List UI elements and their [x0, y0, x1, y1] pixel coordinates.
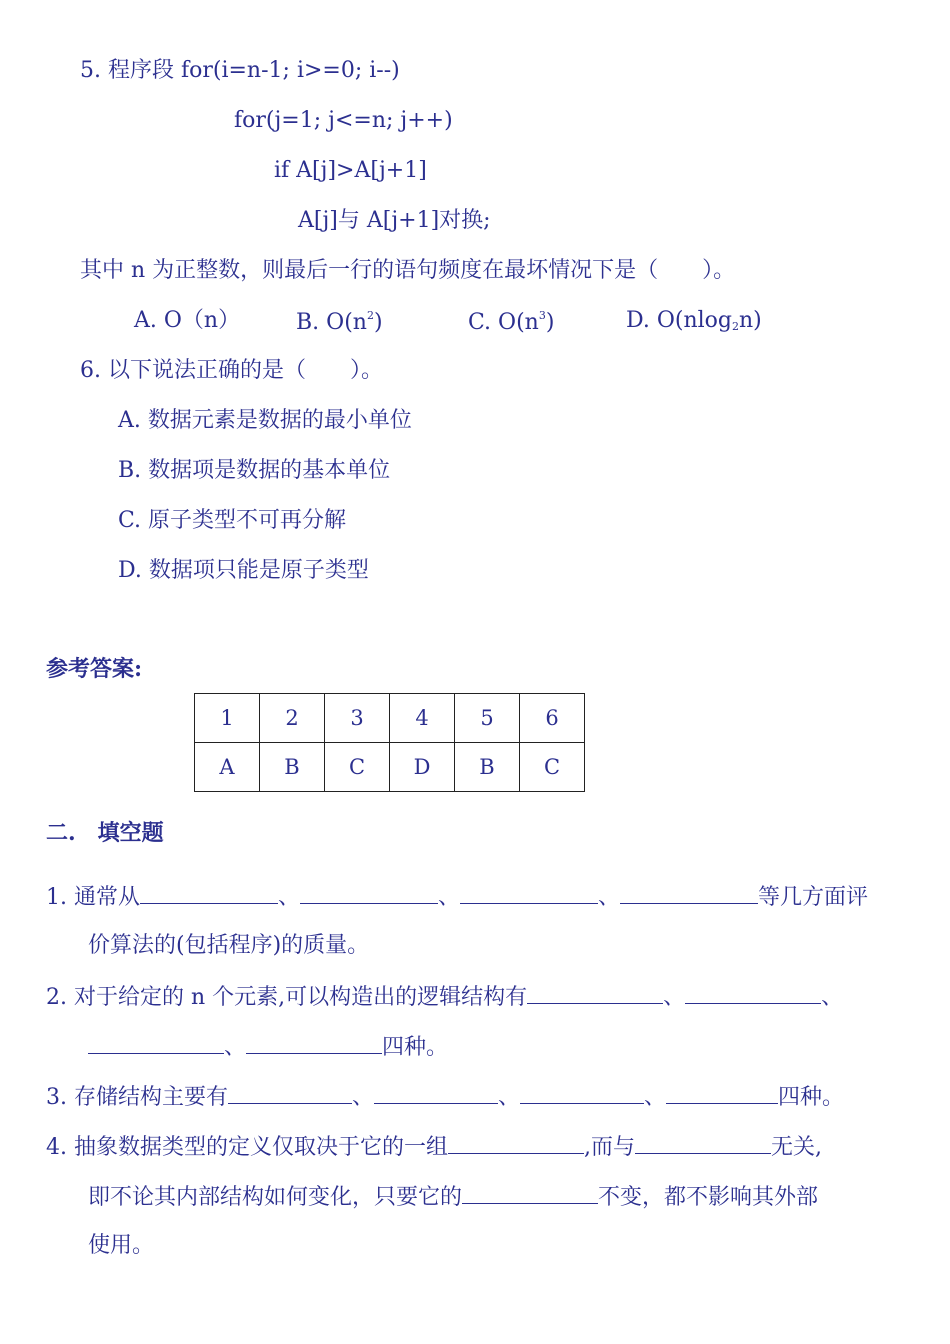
blank-line: [140, 885, 278, 904]
blank-line: [520, 1085, 644, 1104]
blank-line: [462, 1185, 598, 1204]
answer-letter-cell: C: [520, 743, 585, 792]
blank-line: [300, 885, 438, 904]
fill-q1-line-2: 价算法的(包括程序)的质量。: [88, 933, 370, 958]
q5-option-b: B. $O(n^2)$: [296, 309, 383, 335]
fill-q2-line-2: 、 四种。: [88, 1035, 448, 1059]
answer-table-number-row: [195, 694, 585, 743]
answer-letter-cell: B: [260, 743, 325, 792]
blank-line: [228, 1085, 352, 1104]
answer-number-cell: 6: [520, 694, 585, 743]
fill-q4-line-1: 4. 抽象数据类型的定义仅取决于它的一组 ,而与 无关,: [46, 1135, 822, 1160]
answer-number-cell: 2: [260, 694, 325, 743]
answer-letter-cell: C: [325, 743, 390, 792]
blank-line: [620, 885, 758, 904]
q5-option-d: D. O(nlog$_2$n): [626, 308, 762, 333]
q5-line-4: A[j]与 A[j+1]对换;: [298, 208, 491, 233]
q6-option-c: C. 原子类型不可再分解: [118, 508, 347, 533]
q5-stem: 其中 n 为正整数，则最后一行的语句频度在最坏情况下是（ ）。: [80, 258, 736, 283]
answer-number-cell: 5: [455, 694, 520, 743]
q5-line-1: 5. 程序段 for(i=n-1; i>=0; i--): [80, 58, 400, 83]
blank-line: [666, 1085, 778, 1104]
q6-option-a: A. 数据元素是数据的最小单位: [118, 408, 412, 433]
answer-number-cell: 4: [390, 694, 455, 743]
q6-option-b: B. 数据项是数据的基本单位: [118, 458, 391, 483]
answer-number-cell: 3: [325, 694, 390, 743]
q6-stem: 6. 以下说法正确的是（ ）。: [80, 358, 383, 383]
q5-line-2: for(j=1; j<=n; j++): [234, 108, 453, 133]
q6-option-d: D. 数据项只能是原子类型: [118, 558, 369, 583]
answer-letter-cell: A: [195, 743, 260, 792]
answer-table: [194, 693, 585, 792]
fill-q2-line-1: 2. 对于给定的 n 个元素,可以构造出的逻辑结构有 、 、: [46, 985, 844, 1010]
q5-option-c: C. $O(n^3)$: [468, 309, 555, 335]
answer-letter-cell: D: [390, 743, 455, 792]
blank-line: [635, 1135, 771, 1154]
answer-heading: 参考答案:: [46, 656, 143, 682]
q5-line-3: if A[j]>A[j+1]: [274, 158, 427, 183]
blank-line: [460, 885, 598, 904]
answer-letter-cell: B: [455, 743, 520, 792]
blank-line: [448, 1135, 584, 1154]
blank-line: [527, 985, 663, 1004]
answer-number-cell: 1: [195, 694, 260, 743]
section2-heading: 二. 填空题: [46, 820, 164, 846]
q5-option-a: A. O（n）: [134, 308, 241, 333]
blank-line: [374, 1085, 498, 1104]
fill-q4-line-3: 使用。: [88, 1233, 155, 1258]
blank-line: [685, 985, 821, 1004]
fill-q4-line-2: 即不论其内部结构如何变化，只要它的 不变，都不影响其外部: [88, 1185, 819, 1210]
fill-q1-line-1: 1. 通常从 、 、 、 等几方面评: [46, 885, 869, 910]
blank-line: [246, 1035, 382, 1054]
answer-table-answer-row: [195, 743, 585, 792]
blank-line: [88, 1035, 224, 1054]
fill-q3-line-1: 3. 存储结构主要有 、 、 、 四种。: [46, 1085, 845, 1110]
